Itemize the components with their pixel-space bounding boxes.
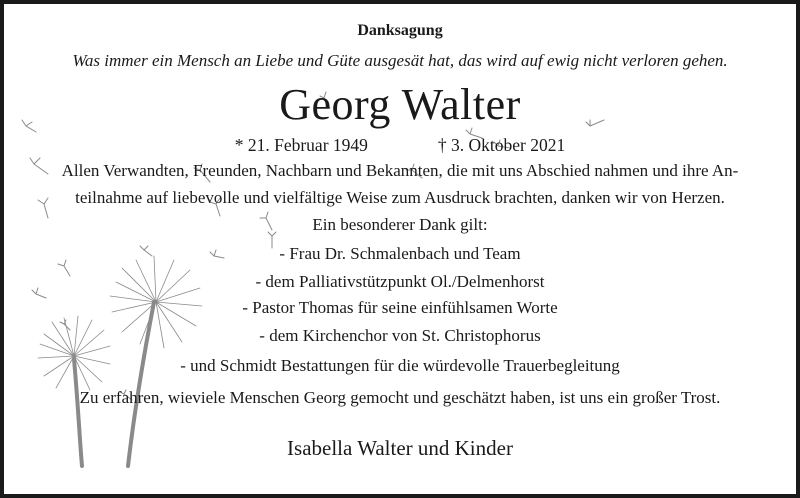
signature: Isabella Walter und Kinder bbox=[287, 436, 513, 460]
special-thanks-item: - dem Palliativstützpunkt Ol./Delmenhorst bbox=[255, 272, 545, 291]
life-dates bbox=[4, 135, 796, 156]
closing-sentence: Zu erfahren, wieviele Menschen Georg gemocht und geschätzt haben, ist uns ein großer Trost. bbox=[79, 388, 721, 407]
special-thanks-item: - Pastor Thomas für seine einfühlsamen Worte bbox=[242, 298, 558, 317]
motto-quote: Was immer ein Mensch an Liebe und Güte ausgesät hat, das wird auf ewig nicht verloren gehen. bbox=[72, 51, 728, 70]
death-date: † 3. Oktober 2021 bbox=[437, 135, 566, 155]
thanks-paragraph-line: teilnahme auf liebevolle und vielfältige Weise zum Ausdruck brachten, danken wir von Herzen. bbox=[75, 188, 725, 207]
special-thanks-intro: Ein besonderer Dank gilt: bbox=[312, 215, 488, 234]
notice-heading: Danksagung bbox=[357, 22, 443, 39]
special-thanks-item: - und Schmidt Bestattungen für die würdevolle Trauerbegleitung bbox=[180, 356, 620, 375]
special-thanks-item: - dem Kirchenchor von St. Christophorus bbox=[259, 326, 541, 345]
birth-date: * 21. Februar 1949 bbox=[234, 135, 368, 155]
thanks-paragraph-line: Allen Verwandten, Freunden, Nachbarn und Bekannten, die mit uns Abschied nahmen und ihre An- bbox=[61, 161, 739, 180]
deceased-name: Georg Walter bbox=[279, 80, 521, 129]
special-thanks-item: - Frau Dr. Schmalenbach und Team bbox=[279, 244, 521, 263]
